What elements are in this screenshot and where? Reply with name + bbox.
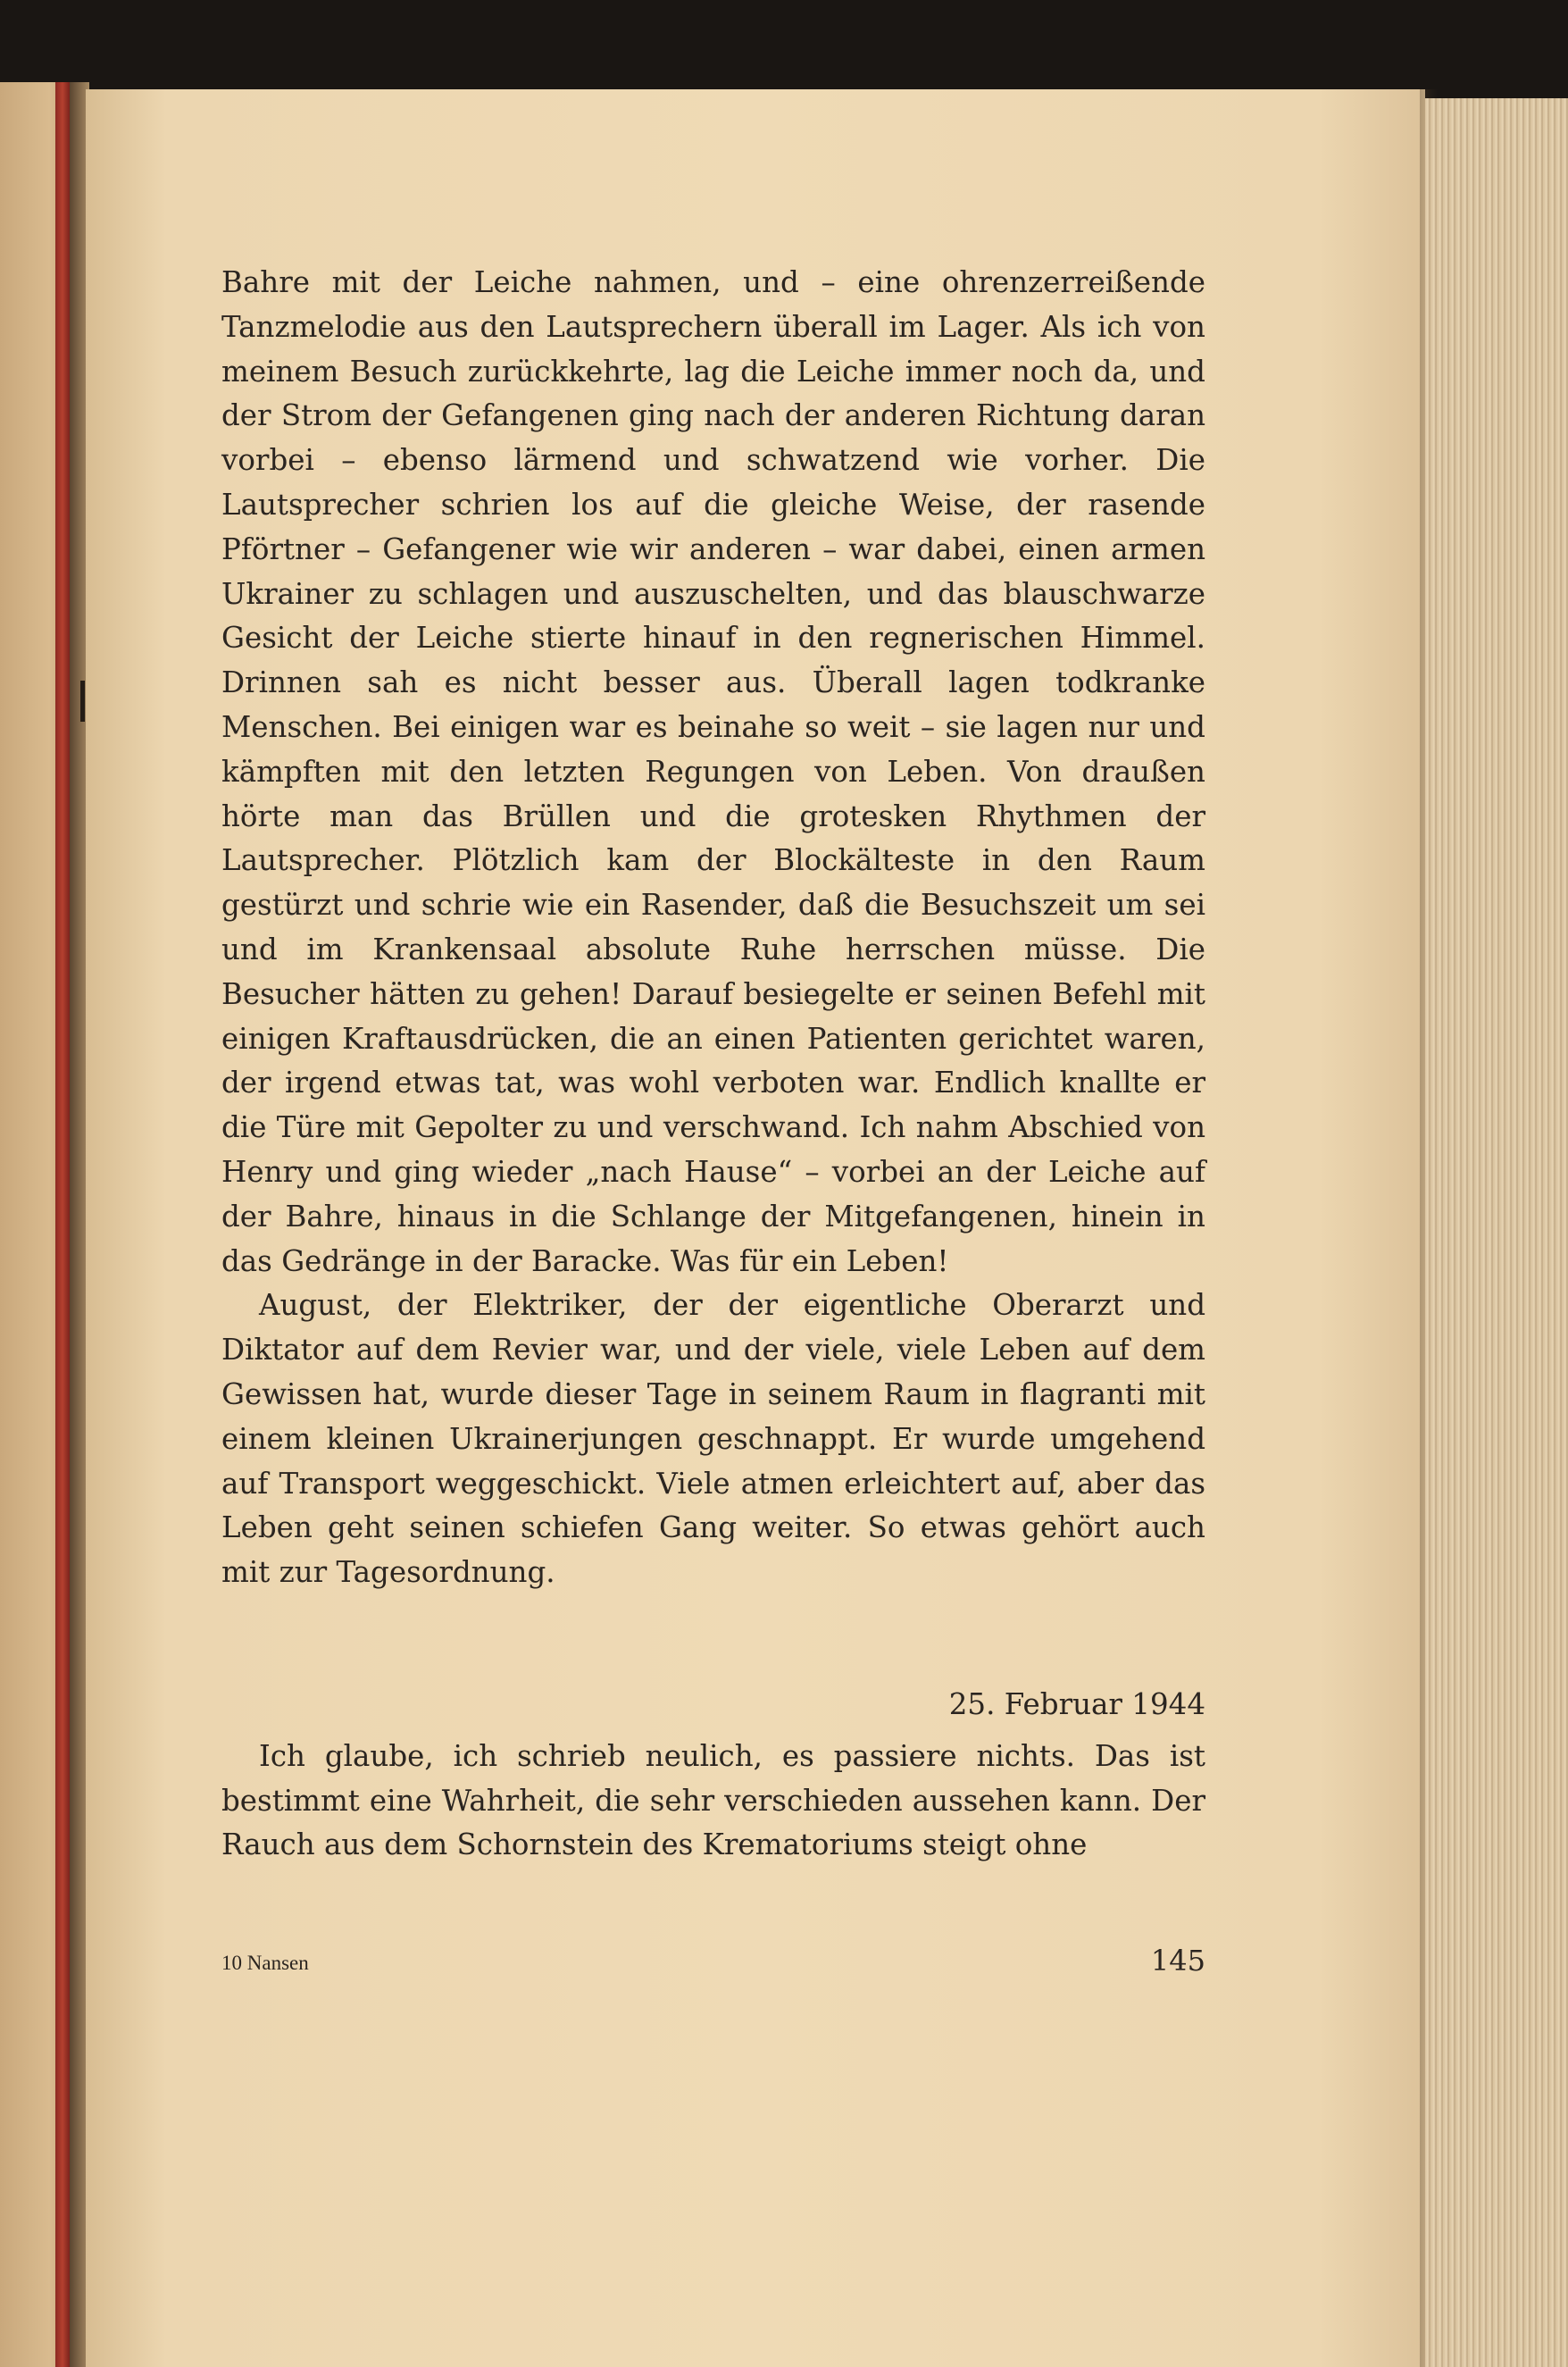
date-heading: 25. Februar 1944	[948, 1686, 1205, 1721]
page-number: 145	[1150, 1944, 1205, 1978]
margin-mark	[80, 681, 85, 722]
paragraph-august: August, der Elektriker, der der eigentliche Oberarzt und Diktator auf dem Revier war, und der viele, viele Leben auf dem Gewissen hat, wurde dieser Tage in seinem Raum in flagranti mit einem kleinen Ukrainerjungen geschnappt. Er wurde umgehend auf Transport weggeschickt. Viele atmen erleichtert auf, aber das Leben geht seinen schiefen Gang weiter. So etwas gehört auch mit zur Tagesordnung.	[221, 1288, 1205, 1590]
page-stack-edges	[1425, 98, 1568, 2367]
footer-signature: 10 Nansen	[221, 1952, 309, 1974]
paragraph-after-date: Ich glaube, ich schrieb neulich, es passiere nichts. Das ist bestimmt eine Wahrheit, die sehr verschieden aussehen kann. Der Rauch aus dem Schornstein des Krematoriums steigt ohne	[221, 1738, 1205, 1862]
paragraph-continued: Bahre mit der Leiche nahmen, und – eine ohrenzerreißende Tanzmelodie aus den Lautsprechern überall im Lager. Als ich von meinem Besuch zurückkehrte, lag die Leiche immer noch da, und der Strom der Gefangenen ging nach der anderen Richtung daran vorbei – ebenso lärmend und schwatzend wie vorher. Die Lautsprecher schrien los auf die gleiche Weise, der rasende Pförtner – Gefangener wie wir anderen – war dabei, einen armen Ukrainer zu schlagen und auszuschelten, und das blauschwarze Gesicht der Leiche stierte hinauf in den regnerischen Himmel. Drinnen sah es nicht besser aus. Überall lagen todkranke Menschen. Bei einigen war es beinahe so weit – sie lagen nur und kämpften mit den letzten Regungen von Leben. Von draußen hörte man das Brüllen und die grotesken Rhythmen der Lautsprecher. Plötzlich kam der Blockälteste in den Raum gestürzt und schrie wie ein Rasender, daß die Besuchszeit um sei und im Krankensaal absolute Ruhe herrschen müsse. Die Besucher hätten zu gehen! Darauf besiegelte er seinen Befehl mit einigen Kraftausdrücken, die an einen Patienten gerichtet waren, der irgend etwas tat, was wohl verboten war. Endlich knallte er die Türe mit Gepolter zu und verschwand. Ich nahm Abschied von Henry und ging wieder „nach Hause“ – vorbei an der Leiche auf der Bahre, hinaus in die Schlange der Mitgefangenen, hinein in das Gedränge in der Baracke. Was für ein Leben!	[221, 265, 1205, 1278]
page-text	[221, 261, 1205, 1868]
book-binding	[55, 82, 70, 2367]
